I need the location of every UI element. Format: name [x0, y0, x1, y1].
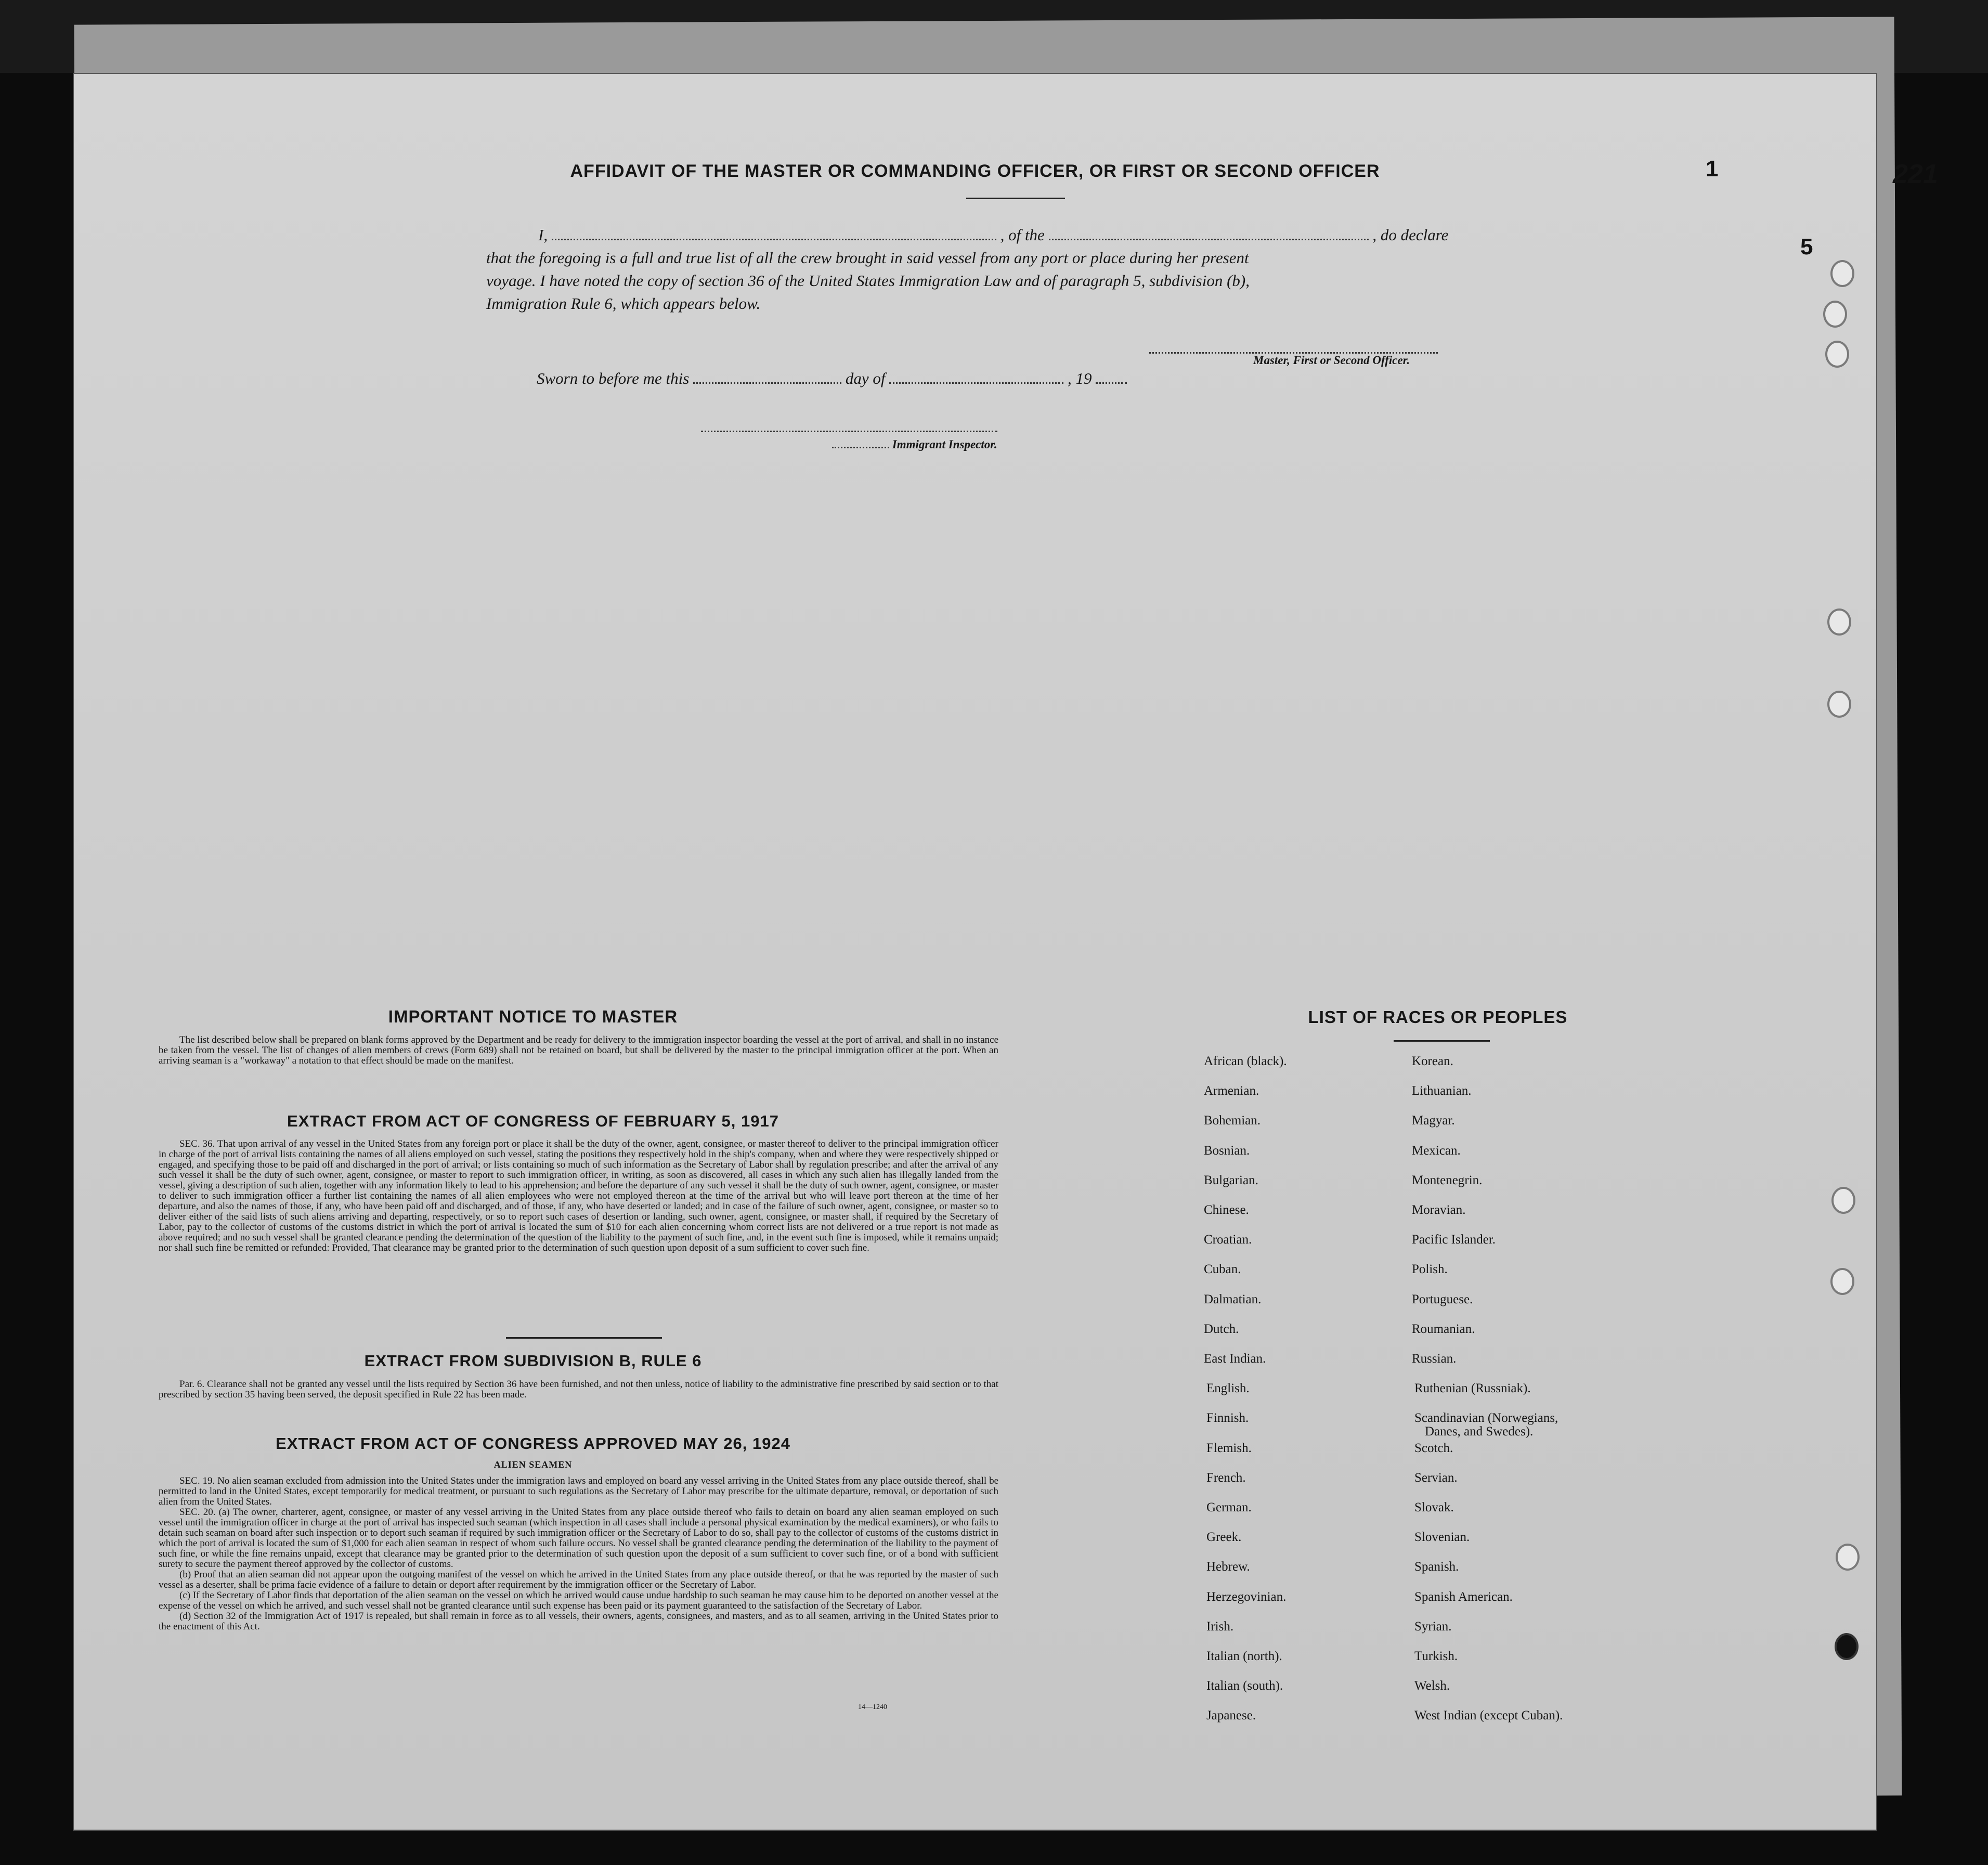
- race-item: Spanish.: [1414, 1560, 1459, 1574]
- race-item: Magyar.: [1412, 1113, 1455, 1128]
- race-item: Moravian.: [1412, 1203, 1466, 1217]
- race-item: Greek.: [1206, 1530, 1242, 1545]
- race-item: Polish.: [1412, 1262, 1448, 1277]
- affidavit-declare-label: , do declare: [1372, 226, 1449, 244]
- binder-hole: [1835, 1633, 1859, 1660]
- binder-hole: [1830, 1268, 1854, 1295]
- inspector-prefix-dots: [832, 447, 889, 448]
- race-item: Irish.: [1206, 1619, 1234, 1634]
- binder-hole: [1823, 301, 1847, 328]
- rule6-body: Par. 6. Clearance shall not be granted any vessel until the lists required by Section 36 have been furnished, and not then unless, notice of liability to the administrative fine prescribed by said section or to that prescribed by section 35 having been served, the deposit specified in Rule 22 has been made.: [159, 1379, 998, 1400]
- binder-hole: [1830, 260, 1854, 287]
- affidavit-i-label: I,: [538, 226, 548, 244]
- race-item: Hebrew.: [1206, 1560, 1250, 1574]
- race-item: Pacific Islander.: [1412, 1233, 1496, 1247]
- day-of-label: day of: [845, 369, 886, 387]
- race-item: English.: [1206, 1381, 1250, 1396]
- notice-title: IMPORTANT NOTICE TO MASTER: [388, 1007, 678, 1026]
- race-item: Spanish American.: [1414, 1589, 1513, 1604]
- document-page: [73, 73, 1877, 1831]
- sec20b-paragraph: (b) Proof that an alien seaman did not appear upon the outgoing manifest of the vessel on which he arrived in the United States from any place outside thereof, or that he was reported by the master of such vessel as a deserter, shall be prima facie evidence of a failure to detain or deport after requirement by the immigration officer or the Secretary of Labor.: [159, 1569, 998, 1590]
- race-item: Cuban.: [1204, 1262, 1241, 1277]
- affidavit-body: [486, 224, 1547, 315]
- race-item: Ruthenian (Russniak).: [1414, 1381, 1531, 1396]
- race-item: Croatian.: [1204, 1233, 1252, 1247]
- race-item: Japanese.: [1206, 1708, 1256, 1723]
- extract-1924-title: EXTRACT FROM ACT OF CONGRESS APPROVED MAY 26, 1924: [276, 1434, 790, 1453]
- race-item: Slovak.: [1414, 1500, 1454, 1514]
- race-item: Dutch.: [1204, 1322, 1239, 1336]
- sec20a-paragraph: SEC. 20. (a) The owner, charterer, agent, consignee, or master of any vessel arriving in the United States from any place outside thereof who fails to detain on board any alien seaman employed on such vessel until the immigration officer in charge at the port of arrival has inspected such seaman (which inspection in all cases shall include a personal physical examination by the medical examiners), or who fails to detain such seaman on board after such inspection or to deport such seaman if required by such immigration officer or the Secretary of Labor to do so, shall pay to the collector of customs of the customs district in which the port of arrival is located the sum of $1,000 for each alien seaman in respect of whom such failure occurs. No vessel shall be granted clearance pending the determination of the liability to the payment of such fine, or while the fine remains unpaid, except that clearance may be granted prior to the determination of such question upon the deposit of a sum sufficient to cover such fine, or of a bond with sufficient surety to secure the payment thereof approved by the collector of customs.: [159, 1507, 998, 1570]
- race-item: Mexican.: [1412, 1143, 1461, 1158]
- races-title: LIST OF RACES OR PEOPLES: [1308, 1007, 1568, 1027]
- race-item: Chinese.: [1204, 1203, 1249, 1217]
- binder-hole: [1836, 1544, 1860, 1571]
- sec20d-paragraph: (d) Section 32 of the Immigration Act of 1917 is repealed, but shall remain in force as to all vessels, their owners, agents, consignees, and masters, and as to all seamen, arriving in the United States prior to the enactment of this Act.: [159, 1611, 998, 1632]
- sworn-label: Sworn to before me this: [537, 369, 690, 387]
- sworn-day-blank[interactable]: [693, 382, 841, 384]
- race-item: Dalmatian.: [1204, 1292, 1262, 1306]
- year-label: , 19: [1067, 369, 1092, 387]
- race-item: Italian (north).: [1206, 1649, 1282, 1663]
- race-item: West Indian (except Cuban).: [1414, 1708, 1563, 1723]
- form-number: 14—1240: [858, 1703, 887, 1711]
- affidavit-line-3: voyage. I have noted the copy of section 36 of the United States Immigration Law and of paragraph 5, subdivision (b),: [486, 271, 1250, 290]
- sec19-paragraph: SEC. 19. No alien seaman excluded from admission into the United States under the immigration laws and employed on board any vessel arriving in the United States from any place outside thereof, shall be permitted to land in the United States, except temporarily for medical treatment, or pursuant to such regulations as the Secretary of Labor may prescribe for the ultimate departure, removal, or deportation of such alien from the United States.: [159, 1475, 998, 1507]
- race-item: African (black).: [1204, 1054, 1287, 1068]
- extract-1917-title: EXTRACT FROM ACT OF CONGRESS OF FEBRUARY 5, 1917: [287, 1112, 779, 1130]
- binder-hole: [1825, 341, 1849, 368]
- race-item: Syrian.: [1414, 1619, 1452, 1634]
- race-item: Lithuanian.: [1412, 1084, 1472, 1098]
- sec20c-paragraph: (c) If the Secretary of Labor finds that deportation of the alien seaman on the vessel on which he arrived would cause undue hardship to such seaman he may cause him to be deported on another vessel at the expense of the vessel on which he arrived, and such vessel shall not be granted clearance until such expense has been paid or its payment guaranteed to the satisfaction of the Secretary of Labor.: [159, 1590, 998, 1611]
- race-item: Bulgarian.: [1204, 1173, 1258, 1187]
- race-item: Scotch.: [1414, 1441, 1453, 1455]
- extract-1917-body: SEC. 36. That upon arrival of any vessel in the United States from any foreign port or place it shall be the duty of the owner, agent, consignee, or master thereof to deliver to the principal immigration officer in charge of the port of arrival lists containing the names of all aliens employed on such vessel, stating the positions they respectively hold in the ship's company, when and where they were respectively shipped or engaged, and specifying those to be paid off and discharged in the port of arrival; or lists containing so much of such information as the Secretary of Labor shall by regulation prescribe; and after the arrival of any such vessel it shall be the duty of such owner, agent, consignee, or master to report to such immigration officer, in writing, as soon as discovered, all cases in which any such alien has illegally landed from the vessel, giving a description of such alien, together with any information likely to lead to his apprehension; and before the departure of any such vessel it shall be the duty of such owner, agent, consignee, or master to deliver to such immigration officer a further list containing the names of all alien employees who were not employed thereon at the time of the arrival but who will leave port thereon at the time of her departure, and also the names of those, if any, who have been paid off and discharged, and of those, if any, who have deserted or landed; and in case of the failure of such owner, agent, consignee, or master so to deliver either of the said lists of such aliens arriving and departing, respectively, or so to report such cases of desertion or landing, such owner, agent, consignee, or master shall, if required by the Secretary of Labor, pay to the collector of customs of the customs district in which the port of arrival is located the sum of $10 for each alien concerning whom correct lists are not delivered or a true report is not made as above required; and no such vessel shall be granted clearance pending the determination of the question of the liability to the payment of such fine, and, in the event such fine is imposed, while it remains unpaid; nor shall such fine be remitted or refunded: Provided, That clearance may be granted prior to the determination of such question upon deposit of a sum sufficient to cover such fine.: [159, 1138, 998, 1253]
- extract-1924-subtitle: ALIEN SEAMEN: [493, 1459, 573, 1470]
- affidavit-of-the-label: , of the: [1000, 226, 1045, 244]
- name-blank[interactable]: [552, 239, 996, 240]
- affidavit-title: AFFIDAVIT OF THE MASTER OR COMMANDING OFFICER, OR FIRST OR SECOND OFFICER: [570, 161, 1380, 181]
- inspector-label: Immigrant Inspector.: [892, 438, 997, 451]
- races-title-rule: [1394, 1040, 1490, 1042]
- race-item: Servian.: [1414, 1470, 1458, 1485]
- top-right-number: 221: [1893, 159, 1938, 189]
- sworn-year-blank[interactable]: [1096, 382, 1127, 384]
- sworn-month-blank[interactable]: [889, 382, 1063, 384]
- race-item: Russian.: [1412, 1352, 1457, 1366]
- master-signature-label: Master, First or Second Officer.: [1253, 354, 1410, 367]
- race-item: Bosnian.: [1204, 1143, 1250, 1158]
- race-item: Bohemian.: [1204, 1113, 1261, 1128]
- race-item: Danes, and Swedes).: [1425, 1424, 1534, 1439]
- affidavit-line-2: that the foregoing is a full and true list of all the crew brought in said vessel from any port or place during her present: [486, 249, 1249, 267]
- race-item: Scandinavian (Norwegians,: [1414, 1411, 1558, 1426]
- binder-hole: [1831, 1187, 1855, 1214]
- rule-1: [506, 1337, 662, 1339]
- race-item: Finnish.: [1206, 1411, 1249, 1426]
- race-item: Roumanian.: [1412, 1322, 1475, 1336]
- race-item: Armenian.: [1204, 1084, 1259, 1098]
- binder-hole: [1827, 691, 1851, 718]
- race-item: Korean.: [1412, 1054, 1453, 1068]
- race-item: East Indian.: [1204, 1352, 1266, 1366]
- inspector-signature-line[interactable]: [701, 431, 997, 432]
- race-item: Herzegovinian.: [1206, 1589, 1287, 1604]
- race-item: Italian (south).: [1206, 1679, 1283, 1693]
- vessel-blank[interactable]: [1049, 239, 1369, 240]
- sworn-row: [537, 369, 1127, 388]
- race-item: Montenegrin.: [1412, 1173, 1483, 1187]
- race-item: Flemish.: [1206, 1441, 1252, 1455]
- rule6-title: EXTRACT FROM SUBDIVISION B, RULE 6: [364, 1352, 702, 1370]
- race-item: Slovenian.: [1414, 1530, 1470, 1545]
- extract-1924-body: [159, 1476, 998, 1632]
- side-number: 5: [1800, 234, 1813, 260]
- binder-hole: [1827, 608, 1851, 636]
- race-item: French.: [1206, 1470, 1246, 1485]
- page-number: 1: [1706, 156, 1719, 182]
- title-rule: [966, 198, 1065, 199]
- race-item: Welsh.: [1414, 1679, 1450, 1693]
- inspector-row: [832, 438, 997, 451]
- race-item: German.: [1206, 1500, 1252, 1514]
- race-item: Portuguese.: [1412, 1292, 1473, 1306]
- notice-body: The list described below shall be prepared on blank forms approved by the Department and be ready for delivery to the immigration inspector boarding the vessel at the port of arrival, and shall in no instance be taken from the vessel. The list of changes of alien members of crews (Form 689) shall not be retained on board, but shall be delivered by the master to the principal immigration officer at the port. When an arriving seaman is a "workaway" a notation to that effect should be made on the manifest.: [159, 1034, 998, 1066]
- race-item: Turkish.: [1414, 1649, 1458, 1663]
- affidavit-line-4: Immigration Rule 6, which appears below.: [486, 294, 761, 313]
